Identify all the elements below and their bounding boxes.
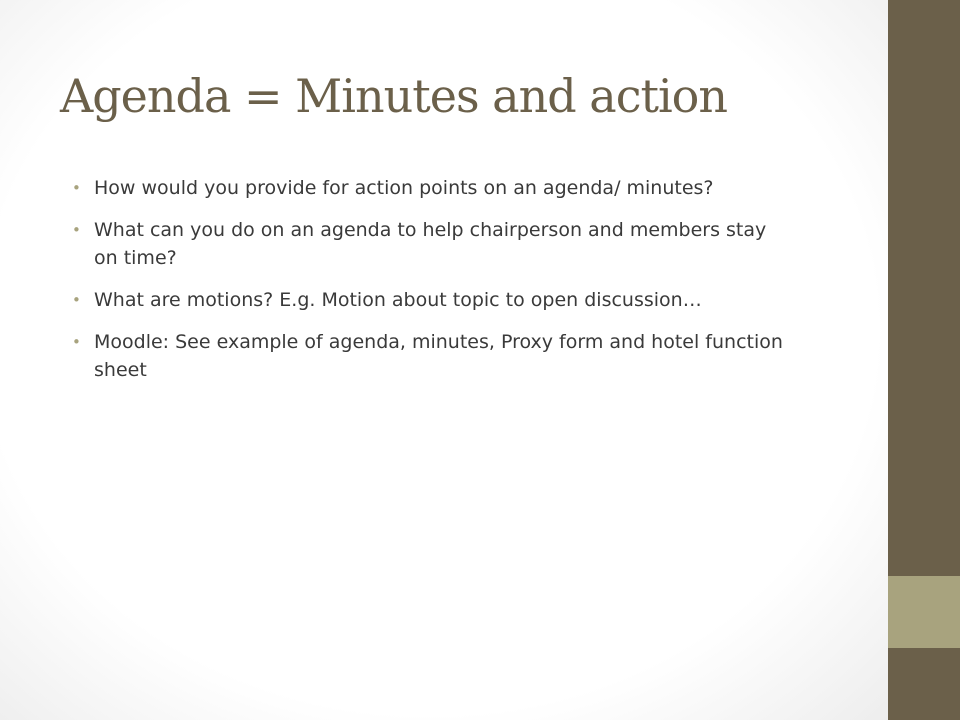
bullet-dot-icon: •	[72, 291, 81, 309]
bullet-item	[72, 328, 792, 384]
bullet-dot-icon: •	[72, 221, 81, 239]
bullet-dot-icon: •	[72, 179, 81, 197]
bullet-list	[72, 174, 792, 398]
bullet-text: What are motions? E.g. Motion about topic to open discussion…	[94, 289, 702, 311]
bullet-item	[72, 174, 792, 202]
bullet-item	[72, 216, 792, 272]
bullet-text: How would you provide for action points on an agenda/ minutes?	[94, 177, 714, 199]
bullet-dot-icon: •	[72, 333, 81, 351]
bullet-text: Moodle: See example of agenda, minutes, Proxy form and hotel function sheet	[94, 331, 783, 381]
decorative-side-block	[888, 576, 960, 648]
bullet-item	[72, 286, 792, 314]
slide-title: Agenda = Minutes and action	[60, 69, 727, 123]
bullet-text: What can you do on an agenda to help chairperson and members stay on time?	[94, 219, 767, 269]
